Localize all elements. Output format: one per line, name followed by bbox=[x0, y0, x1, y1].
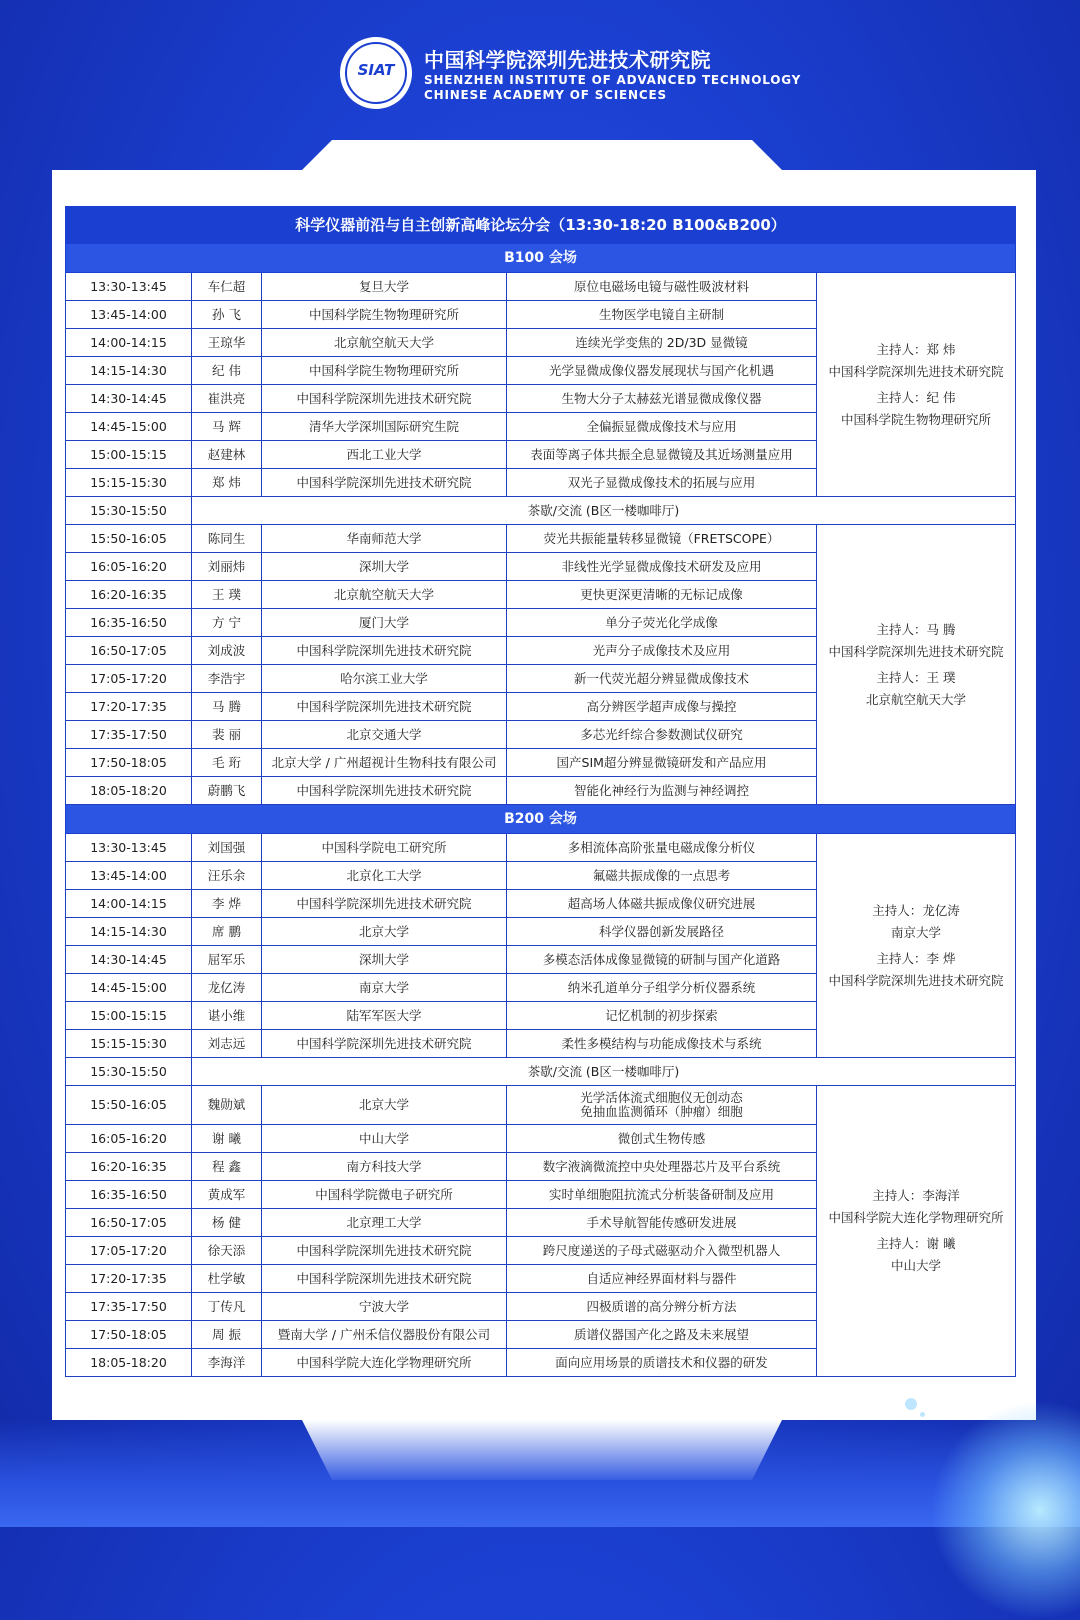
topic-cell: 面向应用场景的质谱技术和仪器的研发 bbox=[507, 1349, 817, 1377]
session-row bbox=[66, 273, 1016, 301]
institution-cell: 中国科学院深圳先进技术研究院 bbox=[262, 1030, 507, 1058]
topic-cell: 表面等离子体共振全息显微镜及其近场测量应用 bbox=[507, 441, 817, 469]
institution-cell: 中国科学院深圳先进技术研究院 bbox=[262, 637, 507, 665]
host-cell bbox=[817, 1086, 1016, 1377]
break-label: 茶歇/交流 (B区一楼咖啡厅) bbox=[192, 1058, 1016, 1086]
topic-cell: 光声分子成像技术及应用 bbox=[507, 637, 817, 665]
speaker-cell: 裴 丽 bbox=[192, 721, 262, 749]
speaker-cell: 崔洪亮 bbox=[192, 385, 262, 413]
speaker-cell: 杜学敏 bbox=[192, 1265, 262, 1293]
institute-header bbox=[340, 38, 801, 108]
institution-cell: 北京大学 bbox=[262, 918, 507, 946]
venue-header bbox=[66, 244, 1016, 273]
speaker-cell: 毛 珩 bbox=[192, 749, 262, 777]
break-time: 15:30-15:50 bbox=[66, 497, 192, 525]
topic-cell: 连续光学变焦的 2D/3D 显微镜 bbox=[507, 329, 817, 357]
institution-cell: 中国科学院深圳先进技术研究院 bbox=[262, 385, 507, 413]
topic-cell: 氟磁共振成像的一点思考 bbox=[507, 862, 817, 890]
institute-name-cn: 中国科学院深圳先进技术研究院 bbox=[424, 47, 711, 72]
speaker-cell: 纪 伟 bbox=[192, 357, 262, 385]
topic-cell: 多相流体高阶张量电磁成像分析仪 bbox=[507, 834, 817, 862]
institution-cell: 中国科学院深圳先进技术研究院 bbox=[262, 777, 507, 805]
time-cell: 15:50-16:05 bbox=[66, 525, 192, 553]
host-cell bbox=[817, 273, 1016, 497]
speaker-cell: 王琼华 bbox=[192, 329, 262, 357]
session-row bbox=[66, 1086, 1016, 1125]
time-cell: 13:30-13:45 bbox=[66, 273, 192, 301]
topic-cell: 多芯光纤综合参数测试仪研究 bbox=[507, 721, 817, 749]
topic-cell: 国产SIM超分辨显微镜研发和产品应用 bbox=[507, 749, 817, 777]
topic-cell: 高分辨医学超声成像与操控 bbox=[507, 693, 817, 721]
time-cell: 14:00-14:15 bbox=[66, 329, 192, 357]
topic-cell: 数字液滴微流控中央处理器芯片及平台系统 bbox=[507, 1153, 817, 1181]
host-affiliation: 中国科学院大连化学物理研究所 bbox=[828, 1210, 1004, 1225]
speaker-cell: 孙 飞 bbox=[192, 301, 262, 329]
institute-name-en-1: SHENZHEN INSTITUTE OF ADVANCED TECHNOLOGY bbox=[424, 72, 802, 87]
speaker-cell: 谢 曦 bbox=[192, 1125, 262, 1153]
bubble-decoration bbox=[905, 1398, 917, 1410]
host-name: 主持人：郑 炜 bbox=[876, 341, 956, 357]
break-time: 15:30-15:50 bbox=[66, 1058, 192, 1086]
topic-cell: 超高场人体磁共振成像仪研究进展 bbox=[507, 890, 817, 918]
time-cell: 17:20-17:35 bbox=[66, 1265, 192, 1293]
venue-name: B200 会场 bbox=[66, 805, 1016, 834]
time-cell: 15:00-15:15 bbox=[66, 1002, 192, 1030]
speaker-cell: 刘志远 bbox=[192, 1030, 262, 1058]
topic-cell: 新一代荧光超分辨显微成像技术 bbox=[507, 665, 817, 693]
speaker-cell: 马 腾 bbox=[192, 693, 262, 721]
institution-cell: 复旦大学 bbox=[262, 273, 507, 301]
time-cell: 13:30-13:45 bbox=[66, 834, 192, 862]
time-cell: 17:50-18:05 bbox=[66, 749, 192, 777]
institution-cell: 北京大学 / 广州超视计生物科技有限公司 bbox=[262, 749, 507, 777]
host-name: 主持人：马 腾 bbox=[876, 621, 956, 637]
topic-cell: 四极质谱的高分辨分析方法 bbox=[507, 1293, 817, 1321]
siat-logo bbox=[340, 37, 412, 109]
time-cell: 18:05-18:20 bbox=[66, 777, 192, 805]
host-affiliation: 中国科学院深圳先进技术研究院 bbox=[828, 972, 1004, 988]
speaker-cell: 龙亿涛 bbox=[192, 974, 262, 1002]
topic-cell: 实时单细胞阻抗流式分析装备研制及应用 bbox=[507, 1181, 817, 1209]
institution-cell: 中国科学院生物物理研究所 bbox=[262, 357, 507, 385]
time-cell: 16:50-17:05 bbox=[66, 1209, 192, 1237]
speaker-cell: 席 鹏 bbox=[192, 918, 262, 946]
institution-cell: 中国科学院深圳先进技术研究院 bbox=[262, 469, 507, 497]
institution-cell: 陆军军医大学 bbox=[262, 1002, 507, 1030]
host-name: 主持人：李 烨 bbox=[876, 950, 956, 966]
topic-cell: 光学显微成像仪器发展现状与国产化机遇 bbox=[507, 357, 817, 385]
speaker-cell: 汪乐余 bbox=[192, 862, 262, 890]
host-name: 主持人：谢 曦 bbox=[876, 1236, 956, 1251]
host-name: 主持人：龙亿涛 bbox=[872, 902, 960, 918]
time-cell: 17:35-17:50 bbox=[66, 721, 192, 749]
speaker-cell: 刘成波 bbox=[192, 637, 262, 665]
host-affiliation: 中山大学 bbox=[891, 1258, 942, 1273]
speaker-cell: 蔚鹏飞 bbox=[192, 777, 262, 805]
institution-cell: 中国科学院电工研究所 bbox=[262, 834, 507, 862]
host-name: 主持人：纪 伟 bbox=[876, 389, 956, 405]
institution-cell: 华南师范大学 bbox=[262, 525, 507, 553]
time-cell: 16:20-16:35 bbox=[66, 1153, 192, 1181]
institution-cell: 厦门大学 bbox=[262, 609, 507, 637]
topic-cell: 跨尺度递送的子母式磁驱动介入微型机器人 bbox=[507, 1237, 817, 1265]
institution-cell: 北京化工大学 bbox=[262, 862, 507, 890]
speaker-cell: 陈同生 bbox=[192, 525, 262, 553]
speaker-cell: 程 鑫 bbox=[192, 1153, 262, 1181]
time-cell: 14:00-14:15 bbox=[66, 890, 192, 918]
session-row bbox=[66, 834, 1016, 862]
institution-cell: 西北工业大学 bbox=[262, 441, 507, 469]
speaker-cell: 郑 炜 bbox=[192, 469, 262, 497]
topic-cell: 原位电磁场电镜与磁性吸波材料 bbox=[507, 273, 817, 301]
time-cell: 14:45-15:00 bbox=[66, 974, 192, 1002]
speaker-cell: 王 璞 bbox=[192, 581, 262, 609]
break-row bbox=[66, 497, 1016, 525]
host-cell bbox=[817, 525, 1016, 805]
speaker-cell: 马 辉 bbox=[192, 413, 262, 441]
speaker-cell: 李 烨 bbox=[192, 890, 262, 918]
institution-cell: 中国科学院深圳先进技术研究院 bbox=[262, 1265, 507, 1293]
speaker-cell: 方 宁 bbox=[192, 609, 262, 637]
host-affiliation: 南京大学 bbox=[891, 924, 942, 940]
time-cell: 14:30-14:45 bbox=[66, 946, 192, 974]
institution-cell: 哈尔滨工业大学 bbox=[262, 665, 507, 693]
institution-cell: 深圳大学 bbox=[262, 946, 507, 974]
institution-cell: 中国科学院深圳先进技术研究院 bbox=[262, 693, 507, 721]
institution-cell: 中国科学院大连化学物理研究所 bbox=[262, 1349, 507, 1377]
institution-cell: 南方科技大学 bbox=[262, 1153, 507, 1181]
topic-cell: 双光子显微成像技术的拓展与应用 bbox=[507, 469, 817, 497]
institution-cell: 宁波大学 bbox=[262, 1293, 507, 1321]
institution-cell: 中国科学院深圳先进技术研究院 bbox=[262, 890, 507, 918]
topic-cell: 微创式生物传感 bbox=[507, 1125, 817, 1153]
time-cell: 16:50-17:05 bbox=[66, 637, 192, 665]
host-affiliation: 中国科学院深圳先进技术研究院 bbox=[828, 643, 1004, 659]
host-affiliation: 中国科学院生物物理研究所 bbox=[841, 411, 992, 427]
institution-cell: 中国科学院微电子研究所 bbox=[262, 1181, 507, 1209]
forum-title: 科学仪器前沿与自主创新高峰论坛分会（13:30-18:20 B100&B200） bbox=[66, 207, 1016, 244]
time-cell: 16:35-16:50 bbox=[66, 609, 192, 637]
institution-cell: 暨南大学 / 广州禾信仪器股份有限公司 bbox=[262, 1321, 507, 1349]
host-cell bbox=[817, 834, 1016, 1058]
time-cell: 15:15-15:30 bbox=[66, 469, 192, 497]
institution-cell: 北京大学 bbox=[262, 1086, 507, 1125]
time-cell: 17:50-18:05 bbox=[66, 1321, 192, 1349]
topic-cell: 纳米孔道单分子组学分析仪器系统 bbox=[507, 974, 817, 1002]
time-cell: 18:05-18:20 bbox=[66, 1349, 192, 1377]
time-cell: 16:05-16:20 bbox=[66, 553, 192, 581]
topic-cell: 全偏振显微成像技术与应用 bbox=[507, 413, 817, 441]
institution-cell: 北京交通大学 bbox=[262, 721, 507, 749]
topic-cell: 生物医学电镜自主研制 bbox=[507, 301, 817, 329]
time-cell: 16:20-16:35 bbox=[66, 581, 192, 609]
institution-cell: 中国科学院深圳先进技术研究院 bbox=[262, 1237, 507, 1265]
topic-cell: 柔性多模结构与功能成像技术与系统 bbox=[507, 1030, 817, 1058]
topic-cell: 手术导航智能传感研发进展 bbox=[507, 1209, 817, 1237]
bubble-decoration bbox=[920, 1412, 925, 1417]
topic-cell: 光学活体流式细胞仪无创动态 免抽血监测循环（肿瘤）细胞 bbox=[507, 1086, 817, 1125]
topic-cell: 多模态活体成像显微镜的研制与国产化道路 bbox=[507, 946, 817, 974]
speaker-cell: 周 振 bbox=[192, 1321, 262, 1349]
time-cell: 15:50-16:05 bbox=[66, 1086, 192, 1125]
topic-cell: 生物大分子太赫兹光谱显微成像仪器 bbox=[507, 385, 817, 413]
speaker-cell: 丁传凡 bbox=[192, 1293, 262, 1321]
time-cell: 13:45-14:00 bbox=[66, 301, 192, 329]
institution-cell: 北京航空航天大学 bbox=[262, 329, 507, 357]
logo-abbr: SIAT bbox=[357, 61, 395, 79]
time-cell: 14:30-14:45 bbox=[66, 385, 192, 413]
host-affiliation: 中国科学院深圳先进技术研究院 bbox=[828, 363, 1004, 379]
institution-cell: 中国科学院生物物理研究所 bbox=[262, 301, 507, 329]
institution-cell: 北京航空航天大学 bbox=[262, 581, 507, 609]
speaker-cell: 赵建林 bbox=[192, 441, 262, 469]
institution-cell: 中山大学 bbox=[262, 1125, 507, 1153]
time-cell: 15:15-15:30 bbox=[66, 1030, 192, 1058]
time-cell: 17:05-17:20 bbox=[66, 665, 192, 693]
time-cell: 14:45-15:00 bbox=[66, 413, 192, 441]
speaker-cell: 徐天添 bbox=[192, 1237, 262, 1265]
venue-header bbox=[66, 805, 1016, 834]
bottom-decoration bbox=[0, 1420, 1080, 1527]
topic-cell: 单分子荧光化学成像 bbox=[507, 609, 817, 637]
institution-cell: 清华大学深圳国际研究生院 bbox=[262, 413, 507, 441]
institution-cell: 北京理工大学 bbox=[262, 1209, 507, 1237]
speaker-cell: 谌小维 bbox=[192, 1002, 262, 1030]
break-label: 茶歇/交流 (B区一楼咖啡厅) bbox=[192, 497, 1016, 525]
host-affiliation: 北京航空航天大学 bbox=[866, 691, 967, 707]
time-cell: 17:20-17:35 bbox=[66, 693, 192, 721]
topic-cell: 质谱仪器国产化之路及未来展望 bbox=[507, 1321, 817, 1349]
institution-cell: 深圳大学 bbox=[262, 553, 507, 581]
speaker-cell: 屈军乐 bbox=[192, 946, 262, 974]
time-cell: 16:05-16:20 bbox=[66, 1125, 192, 1153]
time-cell: 14:15-14:30 bbox=[66, 357, 192, 385]
speaker-cell: 杨 健 bbox=[192, 1209, 262, 1237]
speaker-cell: 车仁超 bbox=[192, 273, 262, 301]
host-name: 主持人：王 璞 bbox=[876, 669, 956, 685]
topic-cell: 智能化神经行为监测与神经调控 bbox=[507, 777, 817, 805]
topic-cell: 非线性光学显微成像技术研发及应用 bbox=[507, 553, 817, 581]
speaker-cell: 李浩宇 bbox=[192, 665, 262, 693]
break-row bbox=[66, 1058, 1016, 1086]
host-name: 主持人：李海洋 bbox=[872, 1188, 960, 1203]
speaker-cell: 魏勋斌 bbox=[192, 1086, 262, 1125]
topic-cell: 记忆机制的初步探索 bbox=[507, 1002, 817, 1030]
speaker-cell: 黄成军 bbox=[192, 1181, 262, 1209]
time-cell: 17:05-17:20 bbox=[66, 1237, 192, 1265]
time-cell: 17:35-17:50 bbox=[66, 1293, 192, 1321]
speaker-cell: 刘国强 bbox=[192, 834, 262, 862]
topic-cell: 更快更深更清晰的无标记成像 bbox=[507, 581, 817, 609]
speaker-cell: 李海洋 bbox=[192, 1349, 262, 1377]
time-cell: 16:35-16:50 bbox=[66, 1181, 192, 1209]
speaker-cell: 刘丽炜 bbox=[192, 553, 262, 581]
institute-name-en-2: CHINESE ACADEMY OF SCIENCES bbox=[424, 87, 667, 102]
session-row bbox=[66, 525, 1016, 553]
schedule-table bbox=[65, 206, 1016, 1377]
topic-cell: 荧光共振能量转移显微镜（FRETSCOPE） bbox=[507, 525, 817, 553]
time-cell: 14:15-14:30 bbox=[66, 918, 192, 946]
topic-cell: 科学仪器创新发展路径 bbox=[507, 918, 817, 946]
time-cell: 15:00-15:15 bbox=[66, 441, 192, 469]
venue-name: B100 会场 bbox=[66, 244, 1016, 273]
topic-cell: 自适应神经界面材料与器件 bbox=[507, 1265, 817, 1293]
institution-cell: 南京大学 bbox=[262, 974, 507, 1002]
time-cell: 13:45-14:00 bbox=[66, 862, 192, 890]
